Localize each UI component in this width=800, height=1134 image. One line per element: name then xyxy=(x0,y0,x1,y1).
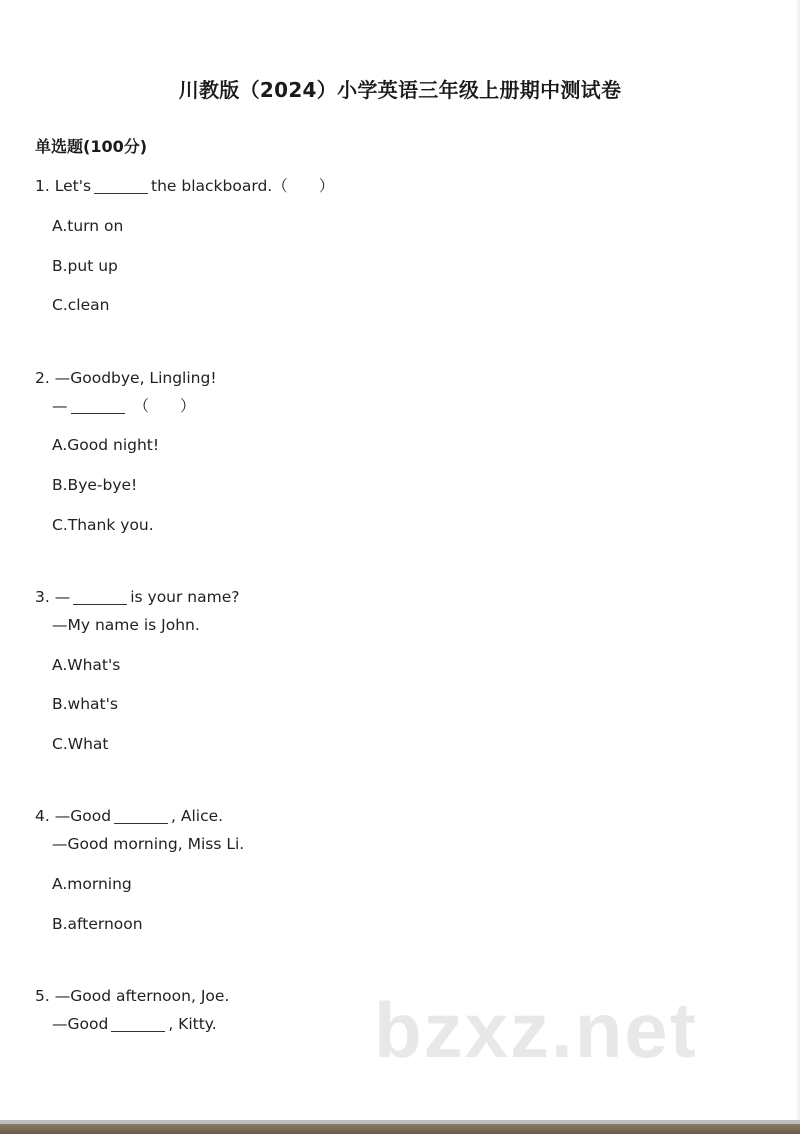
question-2-line-1: 2. —Goodbye, Lingling! xyxy=(35,369,217,387)
answer-blank xyxy=(94,177,148,194)
exam-title: 川教版（2024）小学英语三年级上册期中测试卷 xyxy=(178,78,622,102)
page-bottom-border xyxy=(0,1120,800,1134)
question-2-option-b: B.Bye-bye! xyxy=(52,476,138,494)
question-2-dash: — xyxy=(52,397,68,415)
question-2-line-2 xyxy=(52,396,196,416)
question-1-text-before: 1. Let's xyxy=(35,177,92,195)
question-1-stem xyxy=(35,176,334,196)
question-5-line-1: 5. —Good afternoon, Joe. xyxy=(35,987,230,1005)
question-3-option-a: A.What's xyxy=(52,656,121,674)
question-2-paren: （ ） xyxy=(133,397,196,415)
answer-blank xyxy=(71,397,125,414)
question-4-line-1 xyxy=(35,806,223,826)
section-heading: 单选题(100分) xyxy=(35,137,148,156)
question-3-text-after: is your name? xyxy=(130,588,240,606)
question-3-option-b: B.what's xyxy=(52,695,118,713)
question-1-option-a: A.turn on xyxy=(52,217,124,235)
question-2-option-c: C.Thank you. xyxy=(52,516,154,534)
question-5-line-2 xyxy=(52,1014,217,1034)
question-2-option-a: A.Good night! xyxy=(52,436,160,454)
question-1-text-after: the blackboard.（ ） xyxy=(151,177,335,195)
question-5-text-after: , Kitty. xyxy=(168,1015,217,1033)
answer-blank xyxy=(73,588,127,605)
question-3-text-before: 3. — xyxy=(35,588,71,606)
watermark: bzxz.net xyxy=(374,986,698,1074)
question-1-option-b: B.put up xyxy=(52,257,118,275)
question-4-text-after: , Alice. xyxy=(171,807,224,825)
question-1-option-c: C.clean xyxy=(52,296,110,314)
answer-blank xyxy=(111,1015,165,1032)
answer-blank xyxy=(114,807,168,824)
question-4-option-b: B.afternoon xyxy=(52,915,143,933)
question-4-option-a: A.morning xyxy=(52,875,132,893)
question-5-text-before: —Good xyxy=(52,1015,109,1033)
question-4-text-before: 4. —Good xyxy=(35,807,112,825)
question-3-line-2: —My name is John. xyxy=(52,616,200,634)
question-3-option-c: C.What xyxy=(52,735,109,753)
question-4-line-2: —Good morning, Miss Li. xyxy=(52,835,245,853)
page-edge-shadow xyxy=(796,0,800,1120)
question-3-line-1 xyxy=(35,587,240,607)
